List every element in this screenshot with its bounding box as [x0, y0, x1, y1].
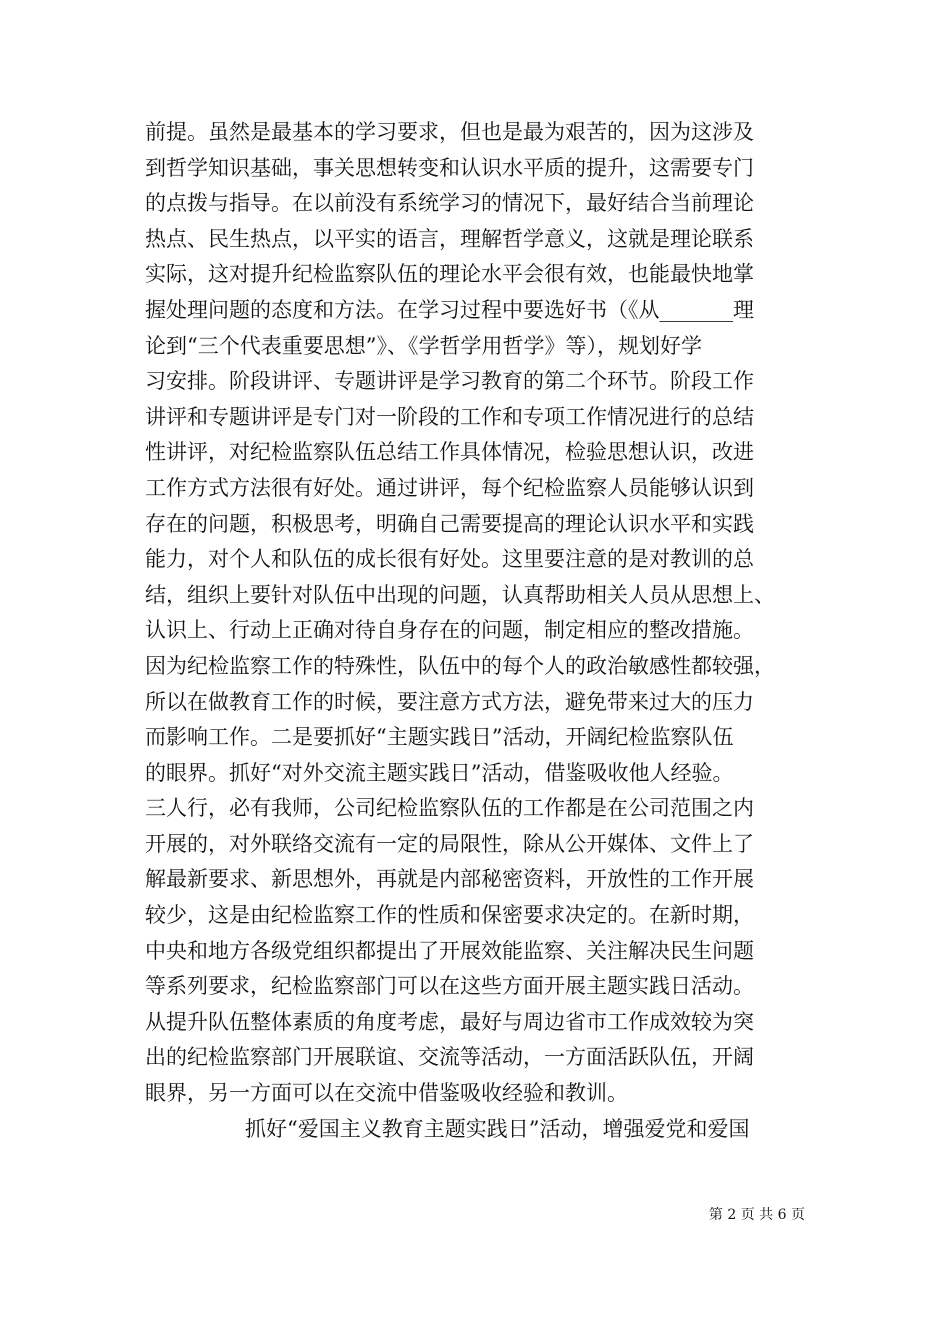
text-line: 实际，这对提升纪检监察队伍的理论水平会很有效，也能最快地掌: [145, 262, 754, 287]
text-line: 开展的，对外联络交流有一定的局限性，除从公开媒体、文件上了: [145, 831, 754, 856]
text-line: 结，组织上要针对队伍中出现的问题，认真帮助相关人员从思想上、: [145, 582, 775, 607]
text-line: 前提。虽然是最基本的学习要求，但也是最为艰苦的，因为这涉及: [145, 120, 754, 144]
body-text: [145, 115, 825, 1147]
text-line: 因为纪检监察工作的特殊性，队伍中的每个人的政治敏感性都较强，: [145, 653, 775, 678]
text-line: 出的纪检监察部门开展联谊、交流等活动，一方面活跃队伍，开阔: [145, 1045, 754, 1070]
text-line: 较少，这是由纪检监察工作的性质和保密要求决定的。在新时期，: [145, 903, 754, 928]
text-line: 到哲学知识基础，事关思想转变和认识水平质的提升，这需要专门: [145, 155, 754, 180]
text-line: 习安排。阶段讲评、专题讲评是学习教育的第二个环节。阶段工作: [145, 369, 754, 394]
text-line: 眼界，另一方面可以在交流中借鉴吸收经验和教训。: [145, 1081, 628, 1106]
text-line: 工作方式方法很有好处。通过讲评，每个纪检监察人员能够认识到: [145, 475, 754, 500]
text-line: 讲评和专题讲评是专门对一阶段的工作和专项工作情况进行的总结: [145, 404, 754, 429]
text-line: 的眼界。抓好“对外交流主题实践日”活动，借鉴吸收他人经验。: [145, 760, 734, 785]
text-line: 所以在做教育工作的时候，要注意方式方法，避免带来过大的压力: [145, 689, 754, 714]
page-number: 第 2 页 共 6 页: [708, 1207, 805, 1223]
text-line: 解最新要求、新思想外，再就是内部秘密资料，开放性的工作开展: [145, 867, 754, 892]
text-line: 性讲评，对纪检监察队伍总结工作具体情况，检验思想认识，改进: [145, 440, 754, 465]
text-line: 认识上、行动上正确对待自身存在的问题，制定相应的整改措施。: [145, 618, 754, 643]
text-line: 存在的问题，积极思考，明确自己需要提高的理论认识水平和实践: [145, 511, 754, 536]
text-line: 从提升队伍整体素质的角度考虑，最好与周边省市工作成效较为突: [145, 1009, 754, 1034]
text-line: 三人行，必有我师，公司纪检监察队伍的工作都是在公司范围之内: [145, 796, 754, 821]
text-line: 等系列要求，纪检监察部门可以在这些方面开展主题实践日活动。: [145, 974, 754, 999]
text-line: 能力，对个人和队伍的成长很有好处。这里要注意的是对教训的总: [145, 547, 754, 572]
text-line: 而影响工作。二是要抓好“主题实践日”活动，开阔纪检监察队伍: [145, 725, 734, 750]
text-line: 中央和地方各级党组织都提出了开展效能监察、关注解决民生问题: [145, 938, 754, 963]
text-line: 的点拨与指导。在以前没有系统学习的情况下，最好结合当前理论: [145, 191, 754, 216]
text-line: 热点、民生热点，以平实的语言，理解哲学意义，这就是理论联系: [145, 226, 754, 251]
paragraph-start-line: 抓好“爱国主义教育主题实践日”活动，增强爱党和爱国: [245, 1116, 750, 1141]
text-line: 握处理问题的态度和方法。在学习过程中要选好书（《从_______理: [145, 297, 754, 322]
text-line: 论到“三个代表重要思想”》、《学哲学用哲学》等），规划好学: [145, 333, 702, 358]
